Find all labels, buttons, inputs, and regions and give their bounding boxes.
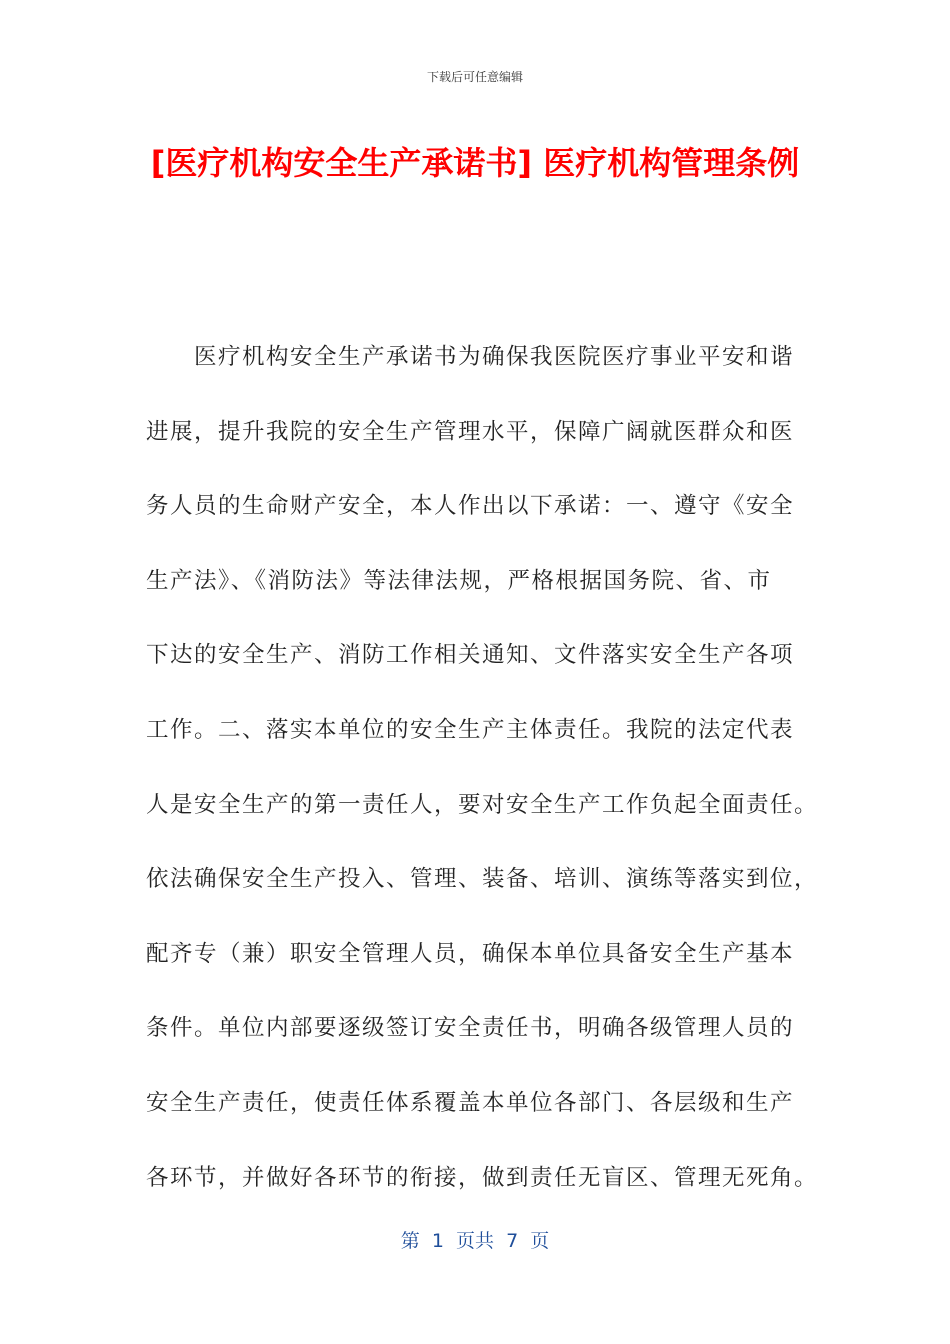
body-line: 进展，提升我院的安全生产管理水平，保障广阔就医群众和医 — [146, 418, 795, 445]
body-line: 依法确保安全生产投入、管理、装备、培训、演练等落实到位， — [146, 866, 819, 893]
body-line: 务人员的生命财产安全，本人作出以下承诺：一、遵守《安全 — [146, 493, 795, 520]
body-line: 医疗机构安全生产承诺书为确保我医院医疗事业平安和谐 — [146, 344, 795, 370]
body-line: 下达的安全生产、消防工作相关通知、文件落实安全生产各项 — [146, 642, 795, 669]
body-line: 安全生产责任，使责任体系覆盖本单位各部门、各层级和生产 — [146, 1089, 795, 1116]
document-body — [146, 320, 819, 1215]
body-line: 条件。单位内部要逐级签订安全责任书，明确各级管理人员的 — [146, 1015, 795, 1042]
body-line: 人是安全生产的第一责任人，要对安全生产工作负起全面责任。 — [146, 791, 819, 818]
page-indicator: 第 1 页共 7 页 — [400, 1230, 550, 1252]
document-title: [医疗机构安全生产承诺书] 医疗机构管理条例 — [150, 144, 800, 182]
body-line: 各环节，并做好各环节的衔接，做到责任无盲区、管理无死角。 — [146, 1164, 819, 1191]
body-line: 工作。二、落实本单位的安全生产主体责任。我院的法定代表 — [146, 716, 795, 743]
body-line: 生产法》、《消防法》等法律法规，严格根据国务院、省、市 — [146, 567, 772, 594]
body-line: 配齐专（兼）职安全管理人员，确保本单位具备安全生产基本 — [146, 940, 795, 967]
header-note: 下载后可任意编辑 — [426, 70, 523, 84]
